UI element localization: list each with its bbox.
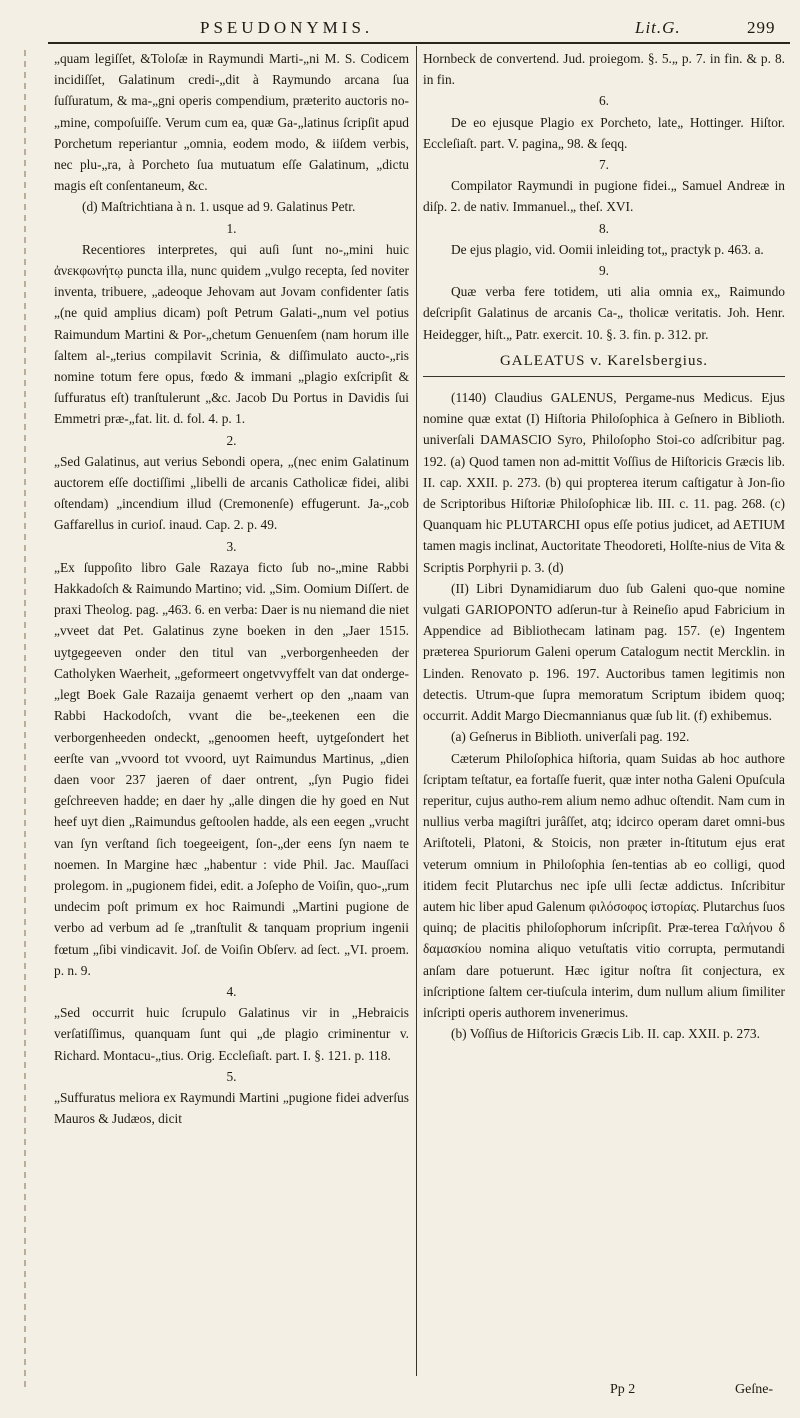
header-rule <box>48 42 790 44</box>
paragraph: „quam legiſſet, &Toloſæ in Raymundi Marti-„ni M. S. Codicem incidiſſet, Galatinum credi-„dit à Raymundo arcana ſua ſuſſuratum, & ma-„gni operis compendium, præterito auctoris no-„mine, compoſuiſſe. Verum cum ea, quæ Ga-„latinus ſcripſit apud Porchetum reperiantur „omnia, eodem modo, & iiſdem verbis, nec plu-„ra, à Porcheto ſua mutuatum eſſe Galatinum, „dictu magis eſt conſentaneum, &c. <box>54 51 409 194</box>
paragraph: „Sed Galatinus, aut verius Sebondi opera, „(nec enim Galatinum auctorem eſſe doctiſſimi „libelli de arcanis Catholicæ fidei, alibi oſtendam) „incendium illud (Cremonenſe) effugerunt. Ja-„cob Gaffarellus in curioſ. inaud. Cap. 2. p. 49. <box>54 453 409 533</box>
section-number: 5. <box>226 1068 237 1084</box>
paragraph: (II) Libri Dynamidiarum duo ſub Galeni quo-que nomine vulgati GARIOPONTO adſerun-tur à Reineſio apud Fabricium in Appendice ad Bibliothecam latinam pag. 157. (e) Ingentem præterea Spuriorum Galeni operum Catalogum nectit Mercklin. in Linden. Renovato p. 196. 197. Auctoribus tamen legitimis non detectis. Utrum-que ſupra memoratum Scriptum ibidem quoq; occurrit. Addit Margo Diecmannianus quæ ſub lit. (f) exhibemus. <box>423 580 785 724</box>
section-number: 1. <box>226 220 237 236</box>
paragraph: Recentiores interpretes, qui auſi ſunt no-„mini huic ἀνεκφωνήτῳ puncta illa, nunc quidem „vulgo recepta, ſed noviter inventa, tribuere, „adeoque Jehovam aut Jovam confidenter ſatis „(ne quid amplius dicam) poſt Petrum Galati-„num vel potius Raimundum Martini & Por-„chetum Genuenſem (nam horum ille ſaltem al-„terius compilavit Scrinia, & diſſimulato aucto-„ris nomine totum fere opus, fœdo & immani „plagio exſcripſit & ſuffuratus eſt) tranſtulerunt „&c. Jacob Du Portus in Davidis ſui Emmetri præ-„fat. lit. d. fol. 4. p. 1. <box>54 241 409 427</box>
section-number: 8. <box>598 220 610 236</box>
paragraph: „Ex ſuppoſito libro Gale Razaya ficto ſub no-„mine Rabbi Hakkadoſch & Raimundo Martino; vid. „Sim. Oomium Diſſert. de praxi Theolog. pag. „463. 6. en verba: Daer is nu niemand die niet „vveet dat Pet. Galatinus zyne boeken in den „Jaer 1515. uytgegeeven onder den titul van „verborgenheeden der Catholyken Waerheit, „geformeert ongetvvyffelt van dat onderge-„legt Boek Gale Razaija genaemt verhert op den „naam van Rabbi Hackodoſch, vvant die be-„teekenen een die verborgenheeden ondeckt, „genoomen heeft, uytgeſondert het eerſte van „vvoord tot vvoord, uyt Raimundus Martinus, „dien daen voor 237 jaeren of daer ontrent, „ſyn Pugio fidei geſchreeven hadde; en daer hy „alle dingen die hy goed en Nut heef uyt dien „Raimundus geſtoolen hadde, als een eegen „vrucht van ſyn verſtand ſich toegeeigent, ſon-„der eens ſyn naem te noemen. In Margine hæc „habentur : vide Phil. Jac. Mauſſaci prolegom. in „pugionem fidei, edit. a Joſepho de Voiſin, quo-„rum undecim poſt primum ex hoc Raimundi „Martini pugione de verbo ad verbum ad ſe „tranſtulit & tanquam proprium ingenii fœtum „ſibi vindicavit. Joſ. de Voiſin Obſerv. ad ſect. „VI. proem. p. n. 9. <box>54 559 409 978</box>
footnote: (b) Voſſius de Hiſtoricis Græcis Lib. II. cap. XXII. p. 273. <box>451 1026 760 1042</box>
heading-rule <box>423 376 785 377</box>
right-column <box>423 48 785 1044</box>
paragraph: De ejus plagio, vid. Oomii inleiding tot„ practyk p. 463. a. <box>451 241 764 257</box>
page-number: 299 <box>747 18 776 37</box>
entry-heading: GALEATUS v. Karelsbergius. <box>499 352 709 369</box>
section-number: 9. <box>598 263 610 279</box>
footnote: Cæterum Philoſophica hiſtoria, quam Suidas ab hoc authore ſcriptam teſtatur, ea fortaſſe fuerit, quæ inter notha Galeni Opuſcula reperitur, cujus autho-rem alium nemo adhuc oſtendit. Nam cum in nullius verba magiſtri jurâſſet, atq; idcirco operam daret omni-bus Ariſtoteli, Platoni, & Stoicis, non præter in-ſtitutum ejus erat veterum omnium in Philoſophia ſen-tentias ab eo colligi, quod itidem fecit Plutarchus nec ipſe ulli ſectæ addictus. Inſcribitur autem hic liber apud Galenum φιλόσοφος ἱστορίας. Plutarchus ſuos quinq; de placitis philoſophorum inſcripſit. Præ-terea Γαλήνου δ δαμασκίου nomina aliquo vetuſtatis vitio corrupta, permutandi anſam dare potuerunt. Hæc igitur noſtra ſit conjectura, ex inſcriptione ſaltem cer-tiuſcula interim, dum nullum alium ſimiliter inſcripti operis authorem invenerimus. <box>423 750 785 1020</box>
section-number: 3. <box>226 538 237 554</box>
running-header <box>0 14 800 42</box>
section-number: 4. <box>226 983 237 999</box>
paragraph: Quæ verba fere totidem, uti alia omnia ex„ Raimundo deſcripſit Galatinus de arcanis Ca-„ tholicæ veritatis. Joh. Henr. Heidegger, hiſt.„ Patr. exercit. 10. §. 3. fin. p. 312. pr. <box>423 284 785 342</box>
footnote: (a) Geſnerus in Biblioth. univerſali pag. 192. <box>451 729 690 745</box>
paragraph: „Suffuratus meliora ex Raymundi Martini „pugione fidei adverſus Mauros & Judæos, dicit <box>54 1089 409 1127</box>
paragraph: „Sed occurrit huic ſcrupulo Galatinus vir in „Hebraicis verſatiſſimus, quanquam ſunt qui „de plagio criminentur v. Richard. Montacu-„tius. Orig. Eccleſiaſt. part. I. §. 121. p. 118. <box>54 1005 409 1063</box>
left-column <box>54 48 409 1129</box>
running-title: PSEUDONYMIS. <box>200 18 374 37</box>
paragraph: Compilator Raymundi in pugione fidei.„ Samuel Andreæ in diſp. 2. de nativ. Immanuel.„ theſ. XVI. <box>423 178 785 215</box>
binding-edge <box>24 50 26 1390</box>
section-number: 2. <box>226 432 237 448</box>
paragraph: De eo ejusque Plagio ex Porcheto, late„ Hottinger. Hiſtor. Eccleſiaſt. part. V. pagina„ 98. & ſeqq. <box>423 114 785 151</box>
catchword: Geſne- <box>735 1382 774 1397</box>
section-number: 6. <box>598 93 610 109</box>
section-abbreviation: Lit.G. <box>635 18 681 37</box>
signature-mark: Pp 2 <box>610 1382 636 1397</box>
paragraph: (d) Maſtrichtiana à n. 1. usque ad 9. Galatinus Petr. <box>82 199 356 215</box>
paragraph: (1140) Claudius GALENUS, Pergame-nus Medicus. Ejus nomine quæ extat (I) Hiſtoria Philoſophica à Geſnero in Biblioth. univerſali DAMASCIO Syro, Philoſopho Stoi-co adſcribitur pag. 192. (a) Quod tamen non ad-mittit Voſſius de Hiſtoricis Græcis lib. II. cap. XXII. p. 273. (b) qui propterea iterum caſtigatur à Jon-ſio de Scriptoribus Hiſtoriæ Philoſophicæ lib. III. c. 11. pag. 268. (c) Quanquam hic PLUTARCHI opus eſſe potius judicet, ad AETIUM tamen magis inclinat, Auctoritate Theodoreti, Holſte-nius de Vita & Scriptis Porphyrii p. 3. (d) <box>423 390 785 575</box>
section-number: 7. <box>598 157 610 173</box>
column-divider <box>416 46 417 1376</box>
paragraph: Hornbeck de convertend. Jud. proiegom. §. 5.„ p. 7. in fin. & p. 8. in fin. <box>423 51 785 88</box>
